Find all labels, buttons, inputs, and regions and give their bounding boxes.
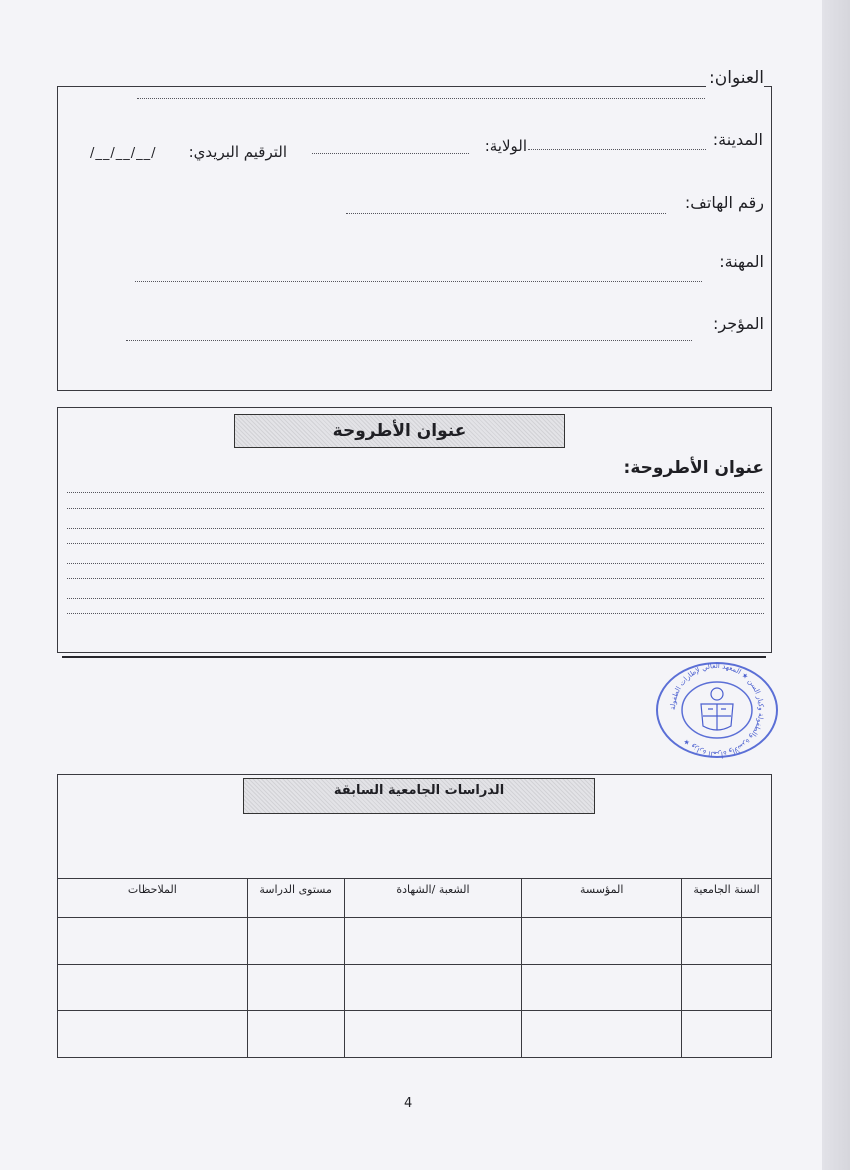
state-line[interactable]: [312, 153, 469, 154]
separator-line: [62, 656, 766, 658]
studies-table: [57, 878, 772, 1058]
cell-remarks[interactable]: [58, 964, 248, 1011]
studies-banner: [243, 778, 595, 814]
thesis-line-1b[interactable]: [67, 508, 764, 509]
profession-label: المهنة:: [719, 252, 764, 271]
cell-institution[interactable]: [522, 1011, 682, 1058]
thesis-line-4b[interactable]: [67, 613, 764, 614]
profession-line[interactable]: [135, 281, 702, 282]
table-row: [58, 918, 772, 965]
thesis-line-3b[interactable]: [67, 578, 764, 579]
thesis-line-4a[interactable]: [67, 598, 764, 599]
thesis-title-label: عنوان الأطروحة:: [623, 458, 764, 478]
thesis-line-2b[interactable]: [67, 543, 764, 544]
state-label: الولاية:: [484, 137, 527, 155]
thesis-line-1a[interactable]: [67, 492, 764, 493]
cell-academic-year[interactable]: [682, 918, 772, 965]
employer-label: المؤجر:: [713, 314, 764, 333]
cell-institution[interactable]: [522, 918, 682, 965]
postal-code-label: الترقيم البريدي:: [188, 143, 287, 161]
col-study-level: مستوى الدراسة: [247, 879, 344, 918]
thesis-banner-text: عنوان الأطروحة: [332, 421, 467, 441]
postal-code-field[interactable]: /__/__/__/: [90, 146, 157, 161]
thesis-line-2a[interactable]: [67, 528, 764, 529]
address-line[interactable]: [137, 98, 705, 99]
cell-branch[interactable]: [344, 918, 522, 965]
cell-study-level[interactable]: [247, 918, 344, 965]
phone-label: رقم الهاتف:: [684, 193, 764, 212]
stamp-text: وزارة المرأة والأسرة والطفولة وكبار السن ★ المعهد العالي لإطارات الطفولة ★: [668, 661, 766, 759]
city-label: المدينة:: [712, 130, 763, 149]
cell-institution[interactable]: [522, 964, 682, 1011]
cell-branch[interactable]: [344, 964, 522, 1011]
studies-banner-text: الدراسات الجامعية السابقة: [333, 783, 505, 798]
scan-edge-shadow: [822, 0, 850, 1170]
col-branch-certificate: الشعبة /الشهادة: [344, 879, 522, 918]
table-row: [58, 964, 772, 1011]
col-remarks: الملاحظات: [58, 879, 248, 918]
thesis-line-3a[interactable]: [67, 563, 764, 564]
city-line[interactable]: [528, 149, 706, 150]
address-label: العنوان:: [706, 68, 764, 88]
cell-academic-year[interactable]: [682, 1011, 772, 1058]
official-stamp: [653, 660, 781, 760]
cell-remarks[interactable]: [58, 918, 248, 965]
cell-study-level[interactable]: [247, 964, 344, 1011]
cell-study-level[interactable]: [247, 1011, 344, 1058]
cell-remarks[interactable]: [58, 1011, 248, 1058]
table-row: [58, 1011, 772, 1058]
col-academic-year: السنة الجامعية: [682, 879, 772, 918]
col-institution: المؤسسة: [522, 879, 682, 918]
cell-academic-year[interactable]: [682, 964, 772, 1011]
cell-branch[interactable]: [344, 1011, 522, 1058]
studies-table-header: [58, 879, 772, 918]
thesis-banner: [234, 414, 565, 448]
personal-info-box: [57, 86, 772, 391]
phone-line[interactable]: [346, 213, 666, 214]
page-number: 4: [404, 1096, 413, 1111]
employer-line[interactable]: [126, 340, 692, 341]
coat-of-arms-icon: [701, 688, 733, 730]
